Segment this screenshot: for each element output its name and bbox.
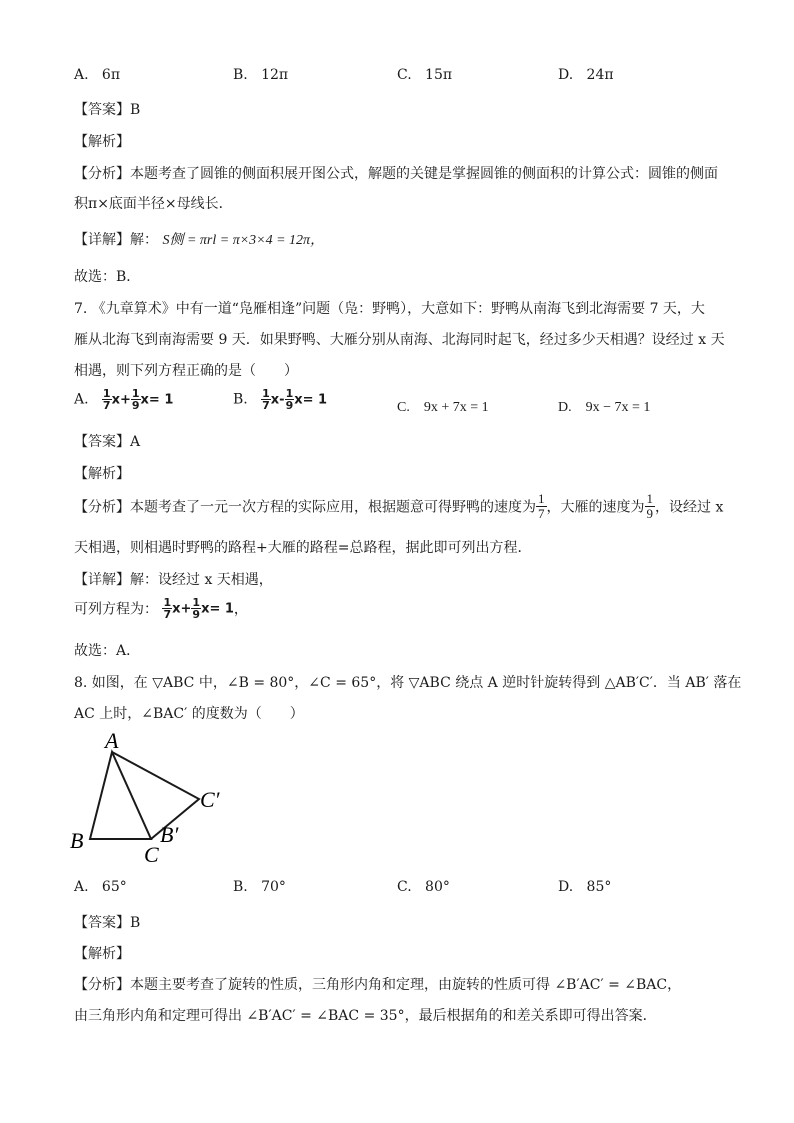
- q8-option-b: B. 70°: [233, 879, 286, 895]
- q7-equation-frac2: $\frac{1}{9}$: [192, 596, 201, 621]
- q7-analysis-frac7: $\frac{1}{7}$: [538, 491, 545, 521]
- triangle-abc: [90, 752, 151, 839]
- q7-option-c: C. 9x + 7x = 1: [397, 400, 489, 415]
- q7-option-a-label: A.: [74, 391, 89, 408]
- q7-analysis-frac9: $\frac{1}{9}$: [646, 491, 653, 521]
- q7-equation: 可列方程为： $\frac{1}{7}$ x+ $\frac{1}{9}$ x= 1，: [74, 596, 248, 621]
- q7-option-a-frac1: $\frac{1}{7}$: [102, 387, 111, 412]
- q7-jiexi-heading: 【解析】: [74, 466, 130, 482]
- q6-detail-prefix: 【详解】解：: [74, 232, 158, 248]
- q7-option-b: B. $\frac{1}{7}$ x- $\frac{1}{9}$ x= 1: [233, 387, 328, 412]
- q6-jiexi-heading: 【解析】: [74, 134, 130, 150]
- q7-option-a: A. $\frac{1}{7}$ x+ $\frac{1}{9}$ x= 1: [74, 387, 174, 412]
- q8-option-d: D. 85°: [558, 879, 612, 895]
- q7-option-b-frac2: $\frac{1}{9}$: [285, 387, 294, 412]
- q6-detail: [74, 229, 324, 249]
- q6-option-b: B. 12π: [233, 67, 289, 83]
- q7-stem-line2: 雁从北海飞到南海需要 9 天．如果野鸭、大雁分别从南海、北海同时起飞，经过多少天相遇？设经过 x 天: [74, 332, 725, 348]
- q7-option-a-frac2: $\frac{1}{9}$: [131, 387, 140, 412]
- q7-choose: 故选：A．: [74, 643, 141, 659]
- q8-stem-line1: 8. 如图，在 ▽ABC 中，∠B = 80°，∠C = 65°，将 ▽ABC 绕点 A 逆时针旋转得到 △AB′C′．当 AB′ 落在: [74, 675, 742, 691]
- q6-choose: 故选：B．: [74, 269, 141, 285]
- triangle-ab1c1: [112, 752, 199, 839]
- q7-option-b-label: B.: [233, 391, 248, 408]
- q8-jiexi-heading: 【解析】: [74, 946, 130, 962]
- q6-analysis-line2: 积π×底面半径×母线长．: [74, 196, 233, 212]
- q8-option-c: C. 80°: [397, 879, 450, 895]
- label-b: B: [70, 828, 84, 853]
- q7-option-b-frac1: $\frac{1}{7}$: [262, 387, 270, 412]
- label-b-prime: B′: [160, 822, 179, 847]
- q7-analysis-line1: 【分析】本题考查了一元一次方程的实际应用，根据题意可得野鸭的速度为 $\frac{1}{7}$ ，大雁的速度为 $\frac{1}{9}$ ，设经过 x: [74, 491, 724, 521]
- q6-option-c: C. 15π: [397, 67, 453, 83]
- q7-detail: 【详解】解：设经过 x 天相遇，: [74, 572, 273, 588]
- q8-option-a: A. 65°: [74, 879, 127, 895]
- q6-analysis-line1: 【分析】本题考查了圆锥的侧面积展开图公式，解题的关键是掌握圆锥的侧面积的计算公式：圆锥的侧面: [74, 166, 718, 182]
- q8-analysis-line1: 【分析】本题主要考查了旋转的性质，三角形内角和定理，由旋转的性质可得 ∠B′AC′ = ∠BAC，: [74, 977, 682, 993]
- q6-option-d: D. 24π: [558, 67, 614, 83]
- q8-answer: 【答案】B: [74, 915, 141, 931]
- q8-triangle-figure: [60, 726, 240, 871]
- q7-stem-line1: 7. 《九章算术》中有一道“凫雁相逢”问题（凫：野鸭），大意如下：野鸭从南海飞到北海需要 7 天，大: [74, 301, 705, 317]
- label-c-prime: C′: [200, 787, 220, 812]
- q6-answer: 【答案】B: [74, 102, 141, 118]
- q6-detail-formula: S侧 = πrl = π×3×4 = 12π，: [162, 233, 325, 248]
- q7-stem-line3: 相遇，则下列方程正确的是（ ）: [74, 363, 298, 379]
- q7-answer: 【答案】A: [74, 434, 141, 450]
- q7-option-d: D. 9x − 7x = 1: [558, 400, 651, 415]
- label-c: C: [144, 842, 159, 867]
- q6-option-a: A. 6π: [74, 67, 121, 83]
- q7-analysis-line2: 天相遇，则相遇时野鸭的路程+大雁的路程=总路程，据此即可列出方程．: [74, 540, 532, 556]
- q8-analysis-line2: 由三角形内角和定理可得出 ∠B′AC′ = ∠BAC = 35°，最后根据角的和差关系即可得出答案．: [74, 1008, 657, 1024]
- q7-equation-frac1: $\frac{1}{7}$: [163, 596, 172, 621]
- label-a: A: [105, 728, 119, 753]
- q8-stem-line2: AC 上时，∠BAC′ 的度数为（ ）: [74, 706, 304, 722]
